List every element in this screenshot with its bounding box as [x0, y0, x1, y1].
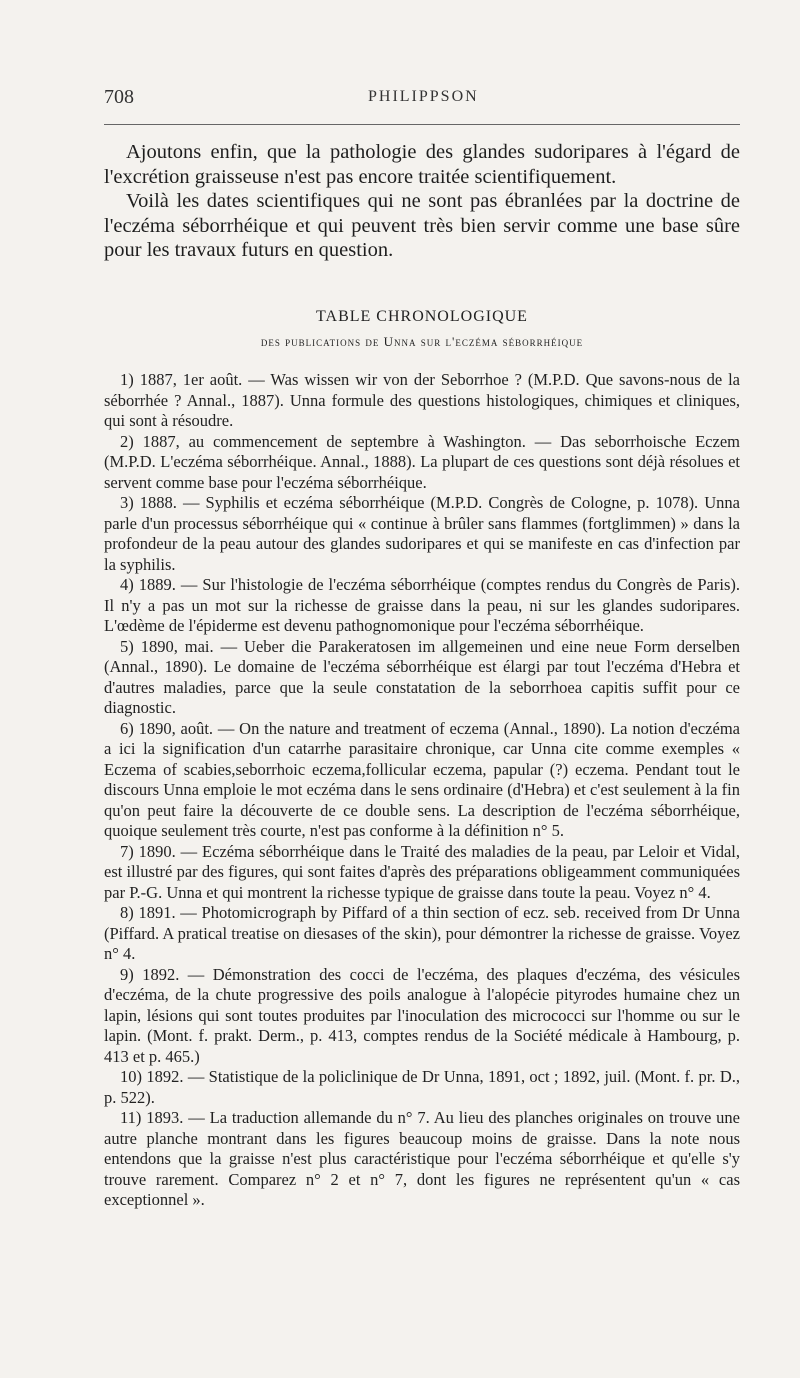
chronology-entry: 7) 1890. — Eczéma séborrhéique dans le Traité des maladies de la peau, par Leloir et Vidal, est illustré par des figures, qui sont faites d'après des préparations obligeamment communiquées par P.-G. Unna et qui montrent la richesse typique de graisse dans toute la peau. Voyez n° 4.: [104, 841, 740, 902]
chronology-entry: 11) 1893. — La traduction allemande du n° 7. Au lieu des planches originales on trouve une autre planche montrant dans les figures beaucoup moins de graisse. Dans la note nous entendons que la graisse n'est plus caractéristique pour l'eczéma séborrhéique et qu'elle s'y trouve rarement. Comparez n° 2 et n° 7, dont les figures ne représentent qu'un « cas exceptionnel ».: [104, 1108, 740, 1209]
intro-paragraph: Ajoutons enfin, que la pathologie des glandes sudoripares à l'égard de l'excrétion graisseuse n'est pas encore traitée scientifiquement.: [104, 141, 740, 188]
chronology-entry: 3) 1888. — Syphilis et eczéma séborrhéique (M.P.D. Congrès de Cologne, p. 1078). Unna parle d'un processus séborrhéique qui « continue à brûler sans flammes (fortglimmen) » dans la profondeur de la peau autour des glandes sudoripares et qui se manifeste en cas d'infection par la syphilis.: [104, 493, 740, 574]
chronology-entry: 9) 1892. — Démonstration des cocci de l'eczéma, des plaques d'eczéma, des vésicules d'eczéma, de la chute progressive des poils analogue à l'alopécie pityrodes humaine chez un lapin, lésions qui sont toutes produites par l'inoculation des micrococci sur l'homme ou sur le lapin. (Mont. f. prakt. Derm., p. 413, comptes rendus de la Société médicale à Hambourg, p. 413 et p. 465.): [104, 964, 740, 1066]
table-title: TABLE CHRONOLOGIQUE: [316, 308, 528, 325]
chronology-entry: 10) 1892. — Statistique de la policlinique de Dr Unna, 1891, oct ; 1892, juil. (Mont. f. pr. D., p. 522).: [104, 1067, 740, 1107]
page-number: 708: [104, 86, 134, 108]
chronology-list: [104, 370, 740, 1211]
intro-paragraph: Voilà les dates scientifiques qui ne sont pas ébranlées par la doctrine de l'eczéma séborrhéique et qui peuvent très bien servir comme une base sûre pour les travaux futurs en question.: [104, 190, 740, 261]
chronology-entry: 4) 1889. — Sur l'histologie de l'eczéma séborrhéique (comptes rendus du Congrès de Paris). Il n'y a pas un mot sur la richesse de graisse dans la peau, ni sur les glandes sudoripares. L'œdème de l'épiderme est devenu pathognomonique pour l'eczéma séborrhéique.: [104, 575, 740, 635]
chronology-entry: 2) 1887, au commencement de septembre à Washington. — Das seborrhoische Eczem (M.P.D. L'eczéma séborrhéique. Annal., 1888). La plupart de ces questions sont déjà résolues et servent comme base pour l'eczéma séborrhéique.: [104, 431, 740, 492]
running-title: PHILIPPSON: [368, 88, 479, 105]
chronology-entry: 5) 1890, mai. — Ueber die Parakeratosen im allgemeinen und eine neue Form derselben (Annal., 1890). Le domaine de l'eczéma séborrhéique est élargi par tout l'eczéma d'Hebra et d'autres maladies, parce que la seule constatation de la seborrhoea capitis suffit pour ce diagnostic.: [104, 636, 740, 717]
table-subtitle: des publications de Unna sur l'eczéma séborrhéique: [260, 334, 584, 349]
page-header: [104, 86, 740, 112]
chronology-entry: 6) 1890, août. — On the nature and treatment of eczema (Annal., 1890). La notion d'eczéma a ici la signification d'un catarrhe parasitaire chronique, car Unna cite comme exemples « Eczema of scabies,seborrhoic eczema,follicular eczema, papular (?) eczema. Pendant tout le discours Unna emploie le mot eczéma dans le sens ordinaire (d'Hebra) et c'est seulement à la fin qu'on peut faire la découverte de ce double sens. La description de l'eczéma séborrhéique, quoique seulement très courte, n'est pas conforme à la définition n° 5.: [104, 718, 740, 840]
intro-text: [104, 140, 740, 263]
chronology-entry: 1) 1887, 1er août. — Was wissen wir von der Seborrhoe ? (M.P.D. Que savons-nous de la séborrhée ? Annal., 1887). Unna formule des questions histologiques, chimiques et cliniques, qui sont à résoudre.: [104, 370, 740, 430]
chronology-entry: 8) 1891. — Photomicrograph by Piffard of a thin section of ecz. seb. received from Dr Unna (Piffard. A pratical treatise on diesases of the skin), pour démontrer la richesse de graisse. Voyez n° 4.: [104, 903, 740, 963]
header-rule: [104, 124, 740, 125]
